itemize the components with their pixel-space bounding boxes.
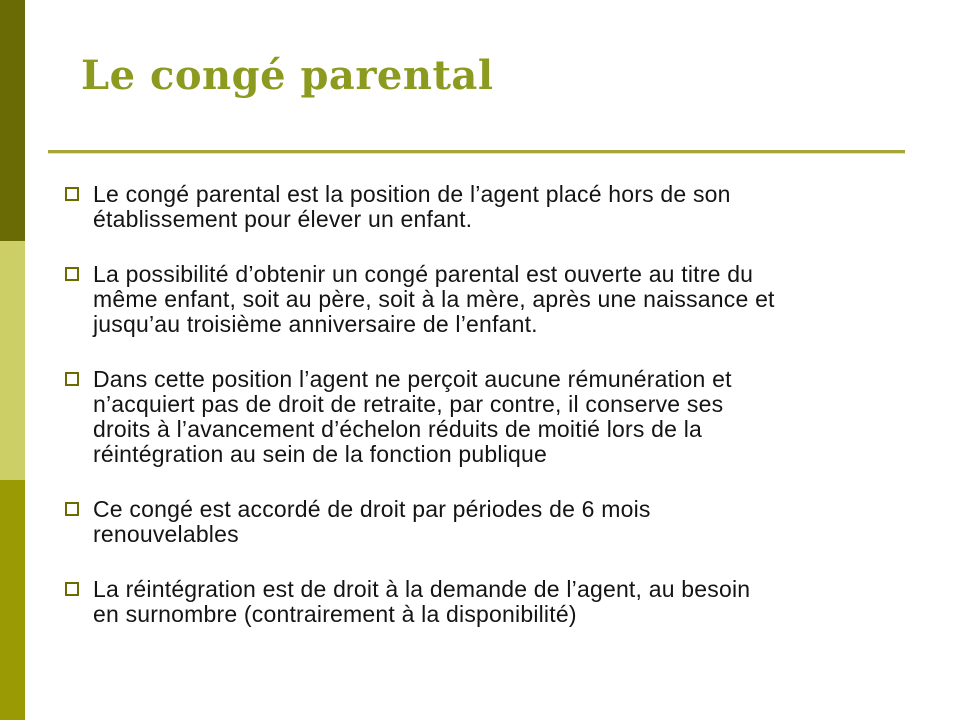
bullet-text <box>93 497 651 547</box>
square-bullet-icon <box>65 372 79 386</box>
bullet-item <box>65 182 925 232</box>
square-bullet-icon <box>65 267 79 281</box>
bullet-item <box>65 367 925 467</box>
bullet-line: La possibilité d’obtenir un congé parental est ouverte au titre du <box>93 261 754 287</box>
bullet-list <box>65 182 925 627</box>
bullet-line: droits à l’avancement d’échelon réduits de moitié lors de la <box>93 416 703 442</box>
bullet-line: jusqu’au troisième anniversaire de l’enfant. <box>93 311 538 337</box>
bullet-line: La réintégration est de droit à la demande de l’agent, au besoin <box>93 576 751 602</box>
bullet-line: Ce congé est accordé de droit par périodes de 6 mois <box>93 496 651 522</box>
slide-title: Le congé parental <box>81 52 494 99</box>
bullet-line: en surnombre (contrairement à la disponibilité) <box>93 601 577 627</box>
bullet-line: n’acquiert pas de droit de retraite, par contre, il conserve ses <box>93 391 724 417</box>
square-bullet-icon <box>65 502 79 516</box>
bullet-text <box>93 367 732 467</box>
sidebar-segment-middle <box>0 241 25 480</box>
sidebar-accent-bar <box>0 0 25 720</box>
bullet-item <box>65 577 925 627</box>
bullet-text <box>93 262 775 337</box>
sidebar-segment-top <box>0 0 25 241</box>
bullet-item <box>65 497 925 547</box>
bullet-line: même enfant, soit au père, soit à la mère, après une naissance et <box>93 286 775 312</box>
bullet-item <box>65 262 925 337</box>
bullet-text <box>93 182 731 232</box>
bullet-line: établissement pour élever un enfant. <box>93 206 473 232</box>
title-underline-rule <box>48 150 905 154</box>
sidebar-segment-bottom <box>0 480 25 720</box>
bullet-text <box>93 577 750 627</box>
square-bullet-icon <box>65 582 79 596</box>
bullet-line: Le congé parental est la position de l’agent placé hors de son <box>93 181 731 207</box>
bullet-line: Dans cette position l’agent ne perçoit aucune rémunération et <box>93 366 732 392</box>
bullet-line: renouvelables <box>93 521 239 547</box>
bullet-line: réintégration au sein de la fonction publique <box>93 441 547 467</box>
square-bullet-icon <box>65 187 79 201</box>
